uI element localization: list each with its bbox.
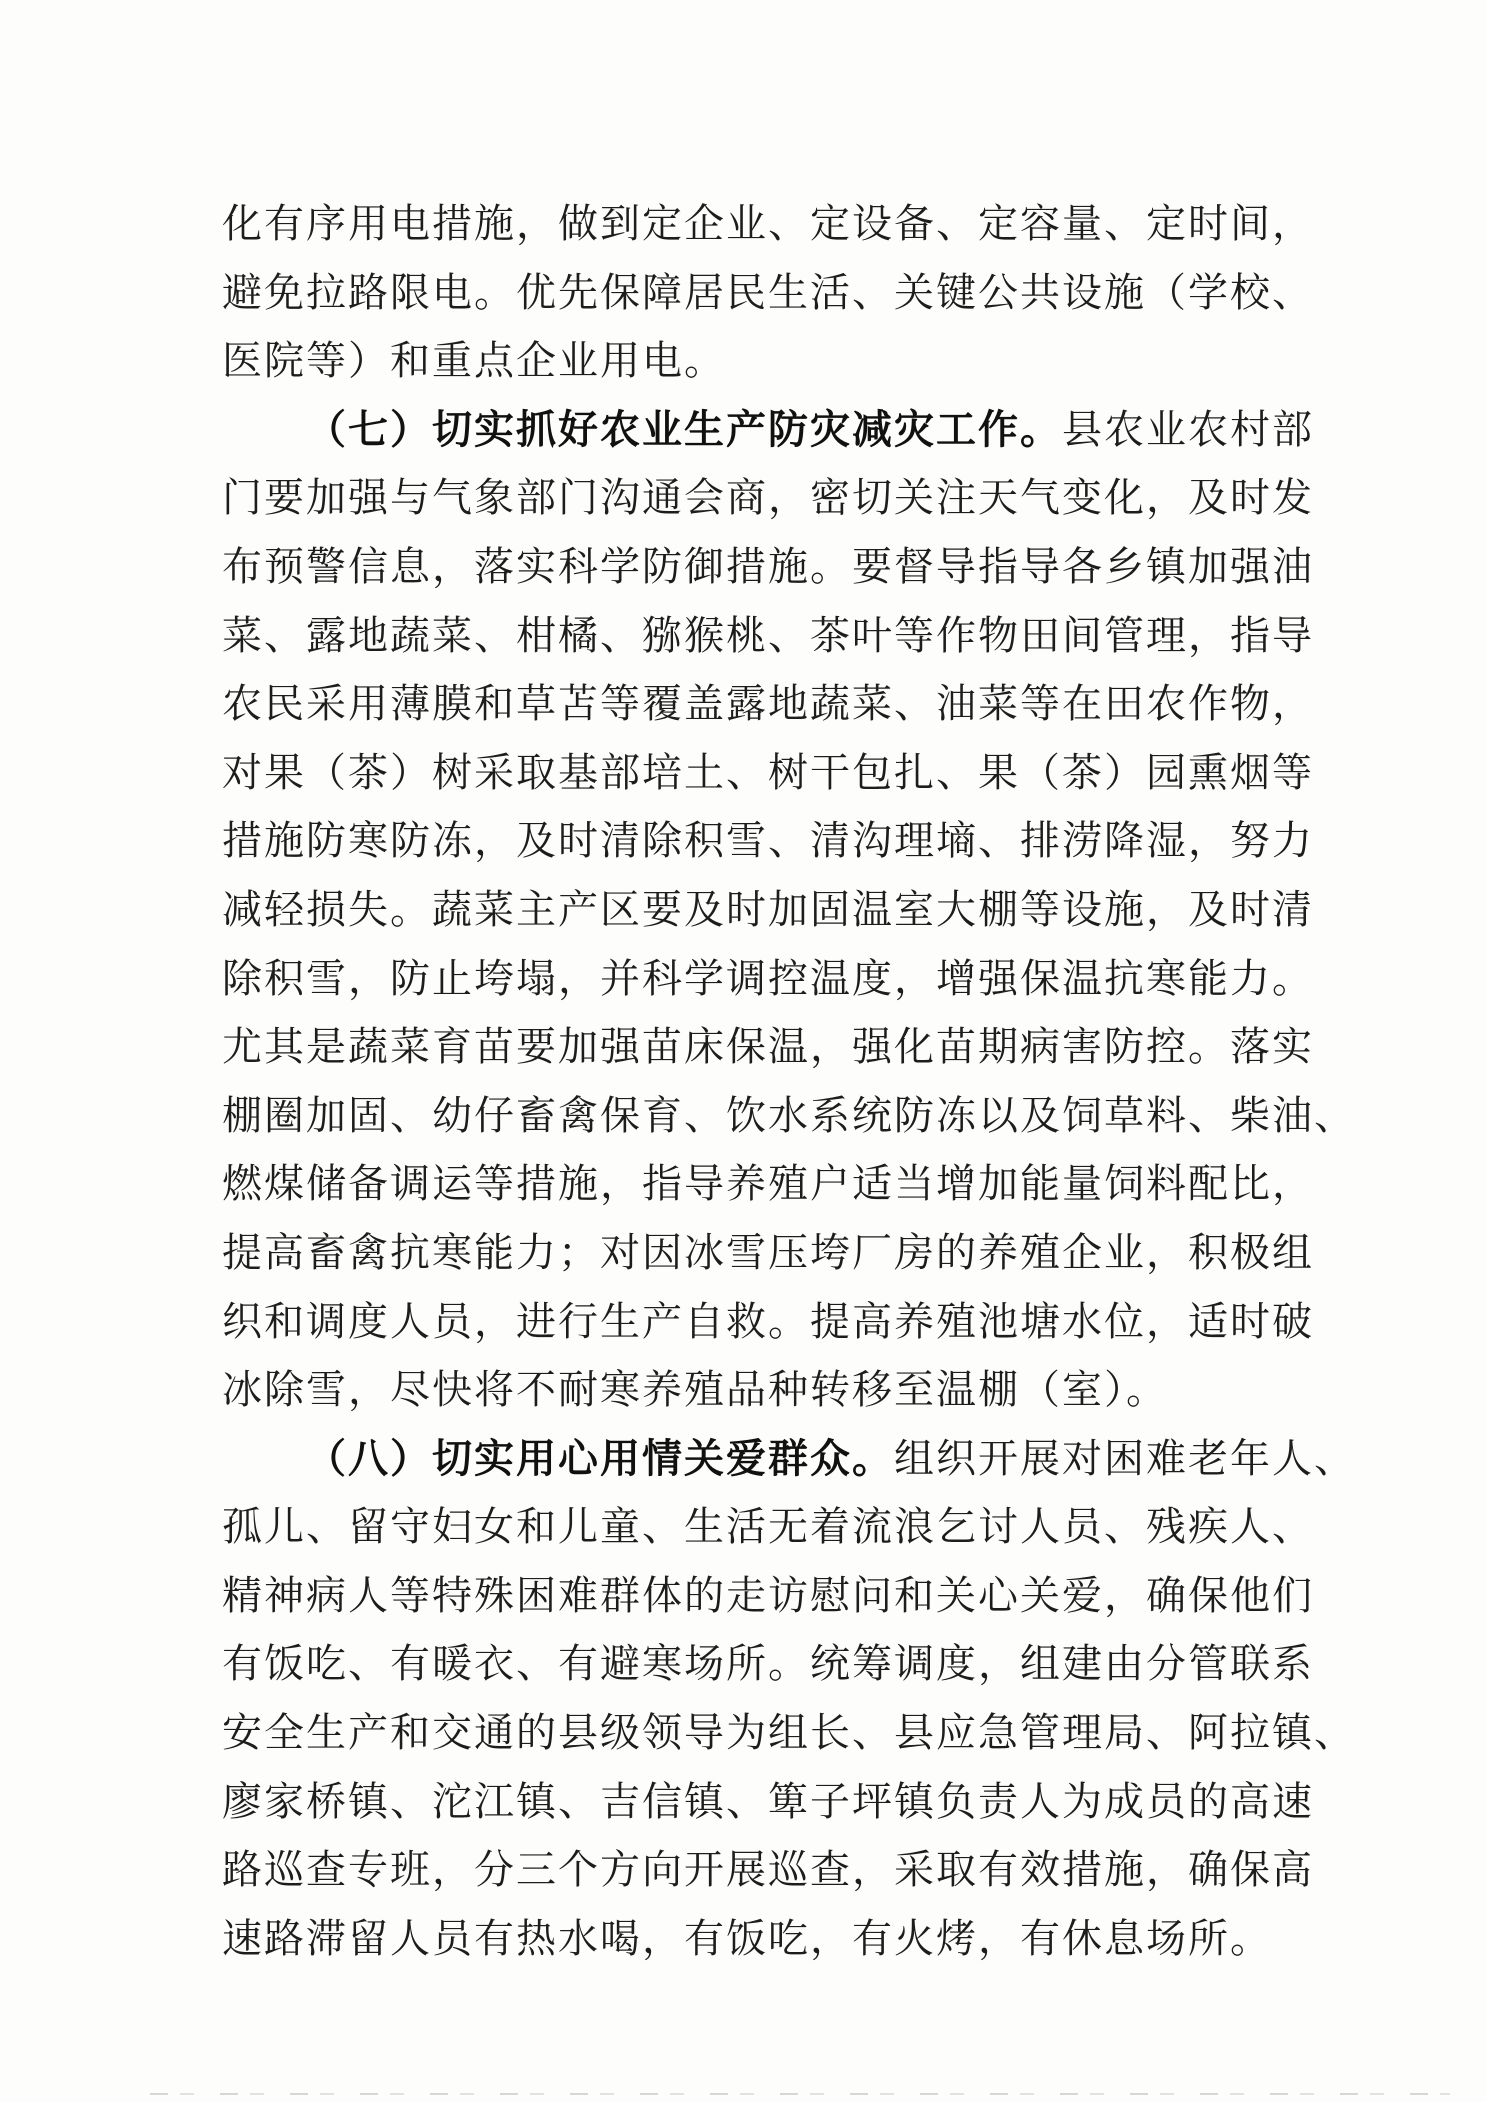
text-line: 医院等）和重点企业用电。 — [222, 338, 726, 385]
text-line: 措施防寒防冻，及时清除积雪、清沟理墒、排涝降湿，努力 — [222, 818, 1314, 865]
text-line: 对果（茶）树采取基部培土、树干包扎、果（茶）园熏烟等 — [222, 749, 1314, 796]
text-line: 燃煤储备调运等措施，指导养殖户适当增加能量饲料配比， — [222, 1161, 1314, 1208]
text-line: 菜、露地蔬菜、柑橘、猕猴桃、茶叶等作物田间管理，指导 — [222, 612, 1314, 659]
text-line: 布预警信息，落实科学防御措施。要督导指导各乡镇加强油 — [222, 543, 1314, 590]
section-7-heading: （七）切实抓好农业生产防灾减灾工作。 — [306, 405, 1062, 453]
section-7-first-line — [222, 396, 1314, 465]
text-line: 化有序用电措施，做到定企业、定设备、定容量、定时间， — [222, 201, 1314, 247]
text-line: 除积雪，防止垮塌，并科学调控温度，增强保温抗寒能力。 — [222, 955, 1314, 1002]
text-line: 织和调度人员，进行生产自救。提高养殖池塘水位，适时破 — [222, 1298, 1314, 1345]
text-line: 棚圈加固、幼仔畜禽保育、饮水系统防冻以及饲草料、柴油、 — [222, 1092, 1356, 1139]
section-8-first-line — [222, 1425, 1356, 1494]
text-line: 避免拉路限电。优先保障居民生活、关键公共设施（学校、 — [222, 269, 1314, 316]
text-line: 提高畜禽抗寒能力；对因冰雪压垮厂房的养殖企业，积极组 — [222, 1229, 1314, 1276]
text-line: 路巡查专班，分三个方向开展巡查，采取有效措施，确保高 — [222, 1847, 1314, 1894]
section-8-lead: 组织开展对困难老年人、 — [894, 1435, 1356, 1482]
text-line: 安全生产和交通的县级领导为组长、县应急管理局、阿拉镇、 — [222, 1710, 1356, 1757]
text-line: 精神病人等特殊困难群体的走访慰问和关心关爱，确保他们 — [222, 1572, 1314, 1619]
text-line: 有饭吃、有暖衣、有避寒场所。统筹调度，组建由分管联系 — [222, 1641, 1314, 1688]
text-line: 门要加强与气象部门沟通会商，密切关注天气变化，及时发 — [222, 475, 1314, 522]
text-line: 减轻损失。蔬菜主产区要及时加固温室大棚等设施，及时清 — [222, 886, 1314, 933]
section-8-heading: （八）切实用心用情关爱群众。 — [306, 1434, 894, 1482]
text-line: 廖家桥镇、沱江镇、吉信镇、箄子坪镇负责人为成员的高速 — [222, 1778, 1314, 1825]
document-body — [222, 190, 1356, 1973]
text-line: 冰除雪，尽快将不耐寒养殖品种转移至温棚（室）。 — [222, 1367, 1168, 1414]
scan-edge-artifact — [150, 2093, 1450, 2095]
text-line: 农民采用薄膜和草苫等覆盖露地蔬菜、油菜等在田农作物， — [222, 681, 1314, 728]
text-line: 速路滞留人员有热水喝，有饭吃，有火烤，有休息场所。 — [222, 1915, 1272, 1962]
text-line: 孤儿、留守妇女和儿童、生活无着流浪乞讨人员、残疾人、 — [222, 1504, 1314, 1551]
section-7-lead: 县农业农村部 — [1062, 406, 1314, 453]
text-line: 尤其是蔬菜育苗要加强苗床保温，强化苗期病害防控。落实 — [222, 1024, 1314, 1071]
